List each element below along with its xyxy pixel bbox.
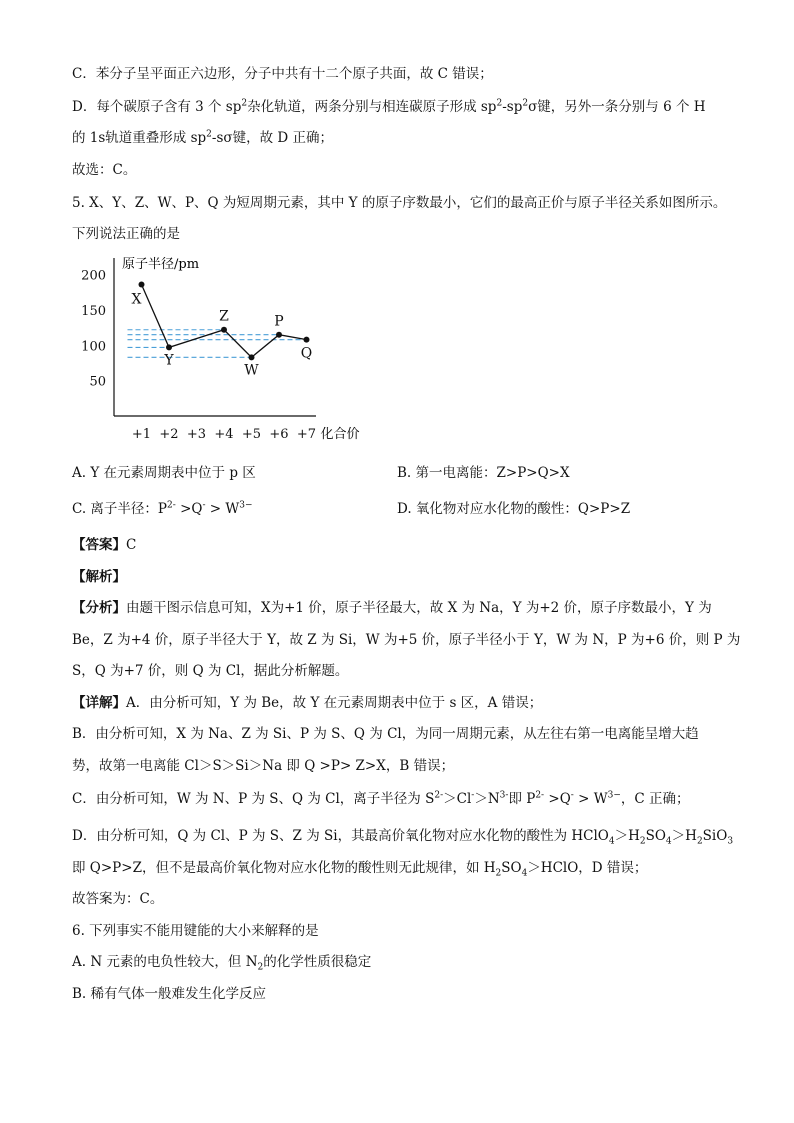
data-point-q <box>304 337 310 343</box>
y-tick-label: 200 <box>81 268 106 284</box>
x-tick-label: +7 <box>296 427 317 442</box>
option-d-explanation-line1: D．每个碳原子含有 3 个 $sp^2$杂化轨道，两条分别与相连碳原子形成 $sp^2-sp^2\sigma$键，另外一条分别与 6 个 H <box>72 98 706 115</box>
chart-y-axis-label: 原子半径/pm <box>122 257 200 272</box>
answer-line <box>72 535 136 555</box>
point-label-x: X <box>131 291 142 308</box>
xiangjie-d-line1: D．由分析可知，Q 为 Cl、P 为 S、Z 为 Si，其最高价氧化物对应水化物的酸性为 $HClO_4>H_2SO_4>H_2SiO_3$ <box>72 828 734 847</box>
x-tick-label: +5 <box>241 427 262 442</box>
question-6-option-a: A. N 元素的电负性较大，但 $N_2$的化学性质很稳定 <box>72 954 372 973</box>
chart-series <box>132 282 313 379</box>
option-c-explanation: C．苯分子呈平面正六边形，分子中共有十二个原子共面，故 C 错误； <box>72 66 493 82</box>
xiangjie-d-line2: 即 Q>P>Z，但不是最高价氧化物对应水化物的酸性则无此规律，如 $H_2SO_4>HClO$，D 错误； <box>72 860 648 879</box>
question-6-stem: 6. 下列事实不能用键能的大小来解释的是 <box>72 923 319 939</box>
answer-value: C <box>126 537 137 553</box>
point-label-q: Q <box>300 345 313 362</box>
choose-answer-line: 故选：C。 <box>72 162 137 178</box>
y-tick-label: 100 <box>81 339 106 355</box>
data-point-p <box>276 332 282 338</box>
chart-x-axis-label: 化合价 <box>320 427 360 442</box>
data-point-w <box>249 354 255 360</box>
y-tick-label: 150 <box>81 303 106 319</box>
x-tick-label: +6 <box>269 427 289 442</box>
point-label-y: Y <box>164 352 174 369</box>
x-tick-label: +1 <box>131 427 152 442</box>
option-d-explanation-line2: 的 1s轨道重叠形成 $sp^2-s\sigma$键，故 D 正确； <box>72 129 334 146</box>
answer-tag: 【答案】 <box>72 537 126 553</box>
option-d: D. 氧化物对应水化物的酸性：Q>P>Z <box>397 501 631 517</box>
point-label-z: Z <box>219 308 229 325</box>
question-6-option-b: B. 稀有气体一般难发生化学反应 <box>72 986 267 1002</box>
xiangjie-c: C．由分析可知，W 为 N、P 为 S、Q 为 Cl，离子半径为 $S^{2-}>Cl^->N^{3-}$即 $P^{2-} >Q^- > W^{3-}$，C 正确； <box>72 790 690 807</box>
data-point-y <box>166 344 172 350</box>
fenxi-line2: Be，Z 为+4 价，原子半径大于 Y，故 Z 为 Si，W 为+5 价，原子半径小于 Y，W 为 N，P 为+6 价，则 P 为 <box>72 632 741 648</box>
data-point-x <box>139 282 145 288</box>
x-tick-label: +4 <box>214 427 234 442</box>
final-answer-line: 故答案为：C。 <box>72 891 164 907</box>
chart-axes <box>114 258 316 416</box>
xiangjie-a: 【详解】A．由分析可知，Y 为 Be，故 Y 在元素周期表中位于 s 区，A 错误； <box>72 695 543 711</box>
x-tick-label: +2 <box>159 427 179 442</box>
xiangjie-b-line2: 势，故第一电离能 Cl＞S＞Si＞Na 即 Q >P> Z>X，B 错误； <box>72 758 455 774</box>
question-5-stem-line2: 下列说法正确的是 <box>72 226 180 242</box>
option-c: C. 离子半径：$P^{2-} >Q^- > W^{3-}$ <box>72 500 253 517</box>
data-point-z <box>221 327 227 333</box>
analysis-tag: 【解析】 <box>72 569 126 585</box>
x-tick-label: +3 <box>186 427 207 442</box>
question-5-stem: 5. X、Y、Z、W、P、Q 为短周期元素，其中 Y 的原子序数最小，它们的最高正价与原子半径关系如图所示。 <box>72 195 727 211</box>
radius-valence-chart <box>72 250 392 445</box>
point-label-p: P <box>274 313 284 330</box>
fenxi-line1: 【分析】由题干图示信息可知，X为+1 价，原子半径最大，故 X 为 Na，Y 为+2 价，原子序数最小，Y 为 <box>72 600 712 616</box>
xiangjie-b-line1: B．由分析可知，X 为 Na、Z 为 Si、P 为 S、Q 为 Cl，为同一周期元素，从左往右第一电离能呈增大趋 <box>72 726 699 742</box>
option-b: B. 第一电离能：Z>P>Q>X <box>397 465 570 481</box>
option-a: A. Y 在元素周期表中位于 p 区 <box>72 465 256 481</box>
point-label-w: W <box>244 362 259 379</box>
fenxi-line3: S，Q 为+7 价，则 Q 为 Cl，据此分析解题。 <box>72 663 349 679</box>
y-tick-label: 50 <box>89 374 106 390</box>
